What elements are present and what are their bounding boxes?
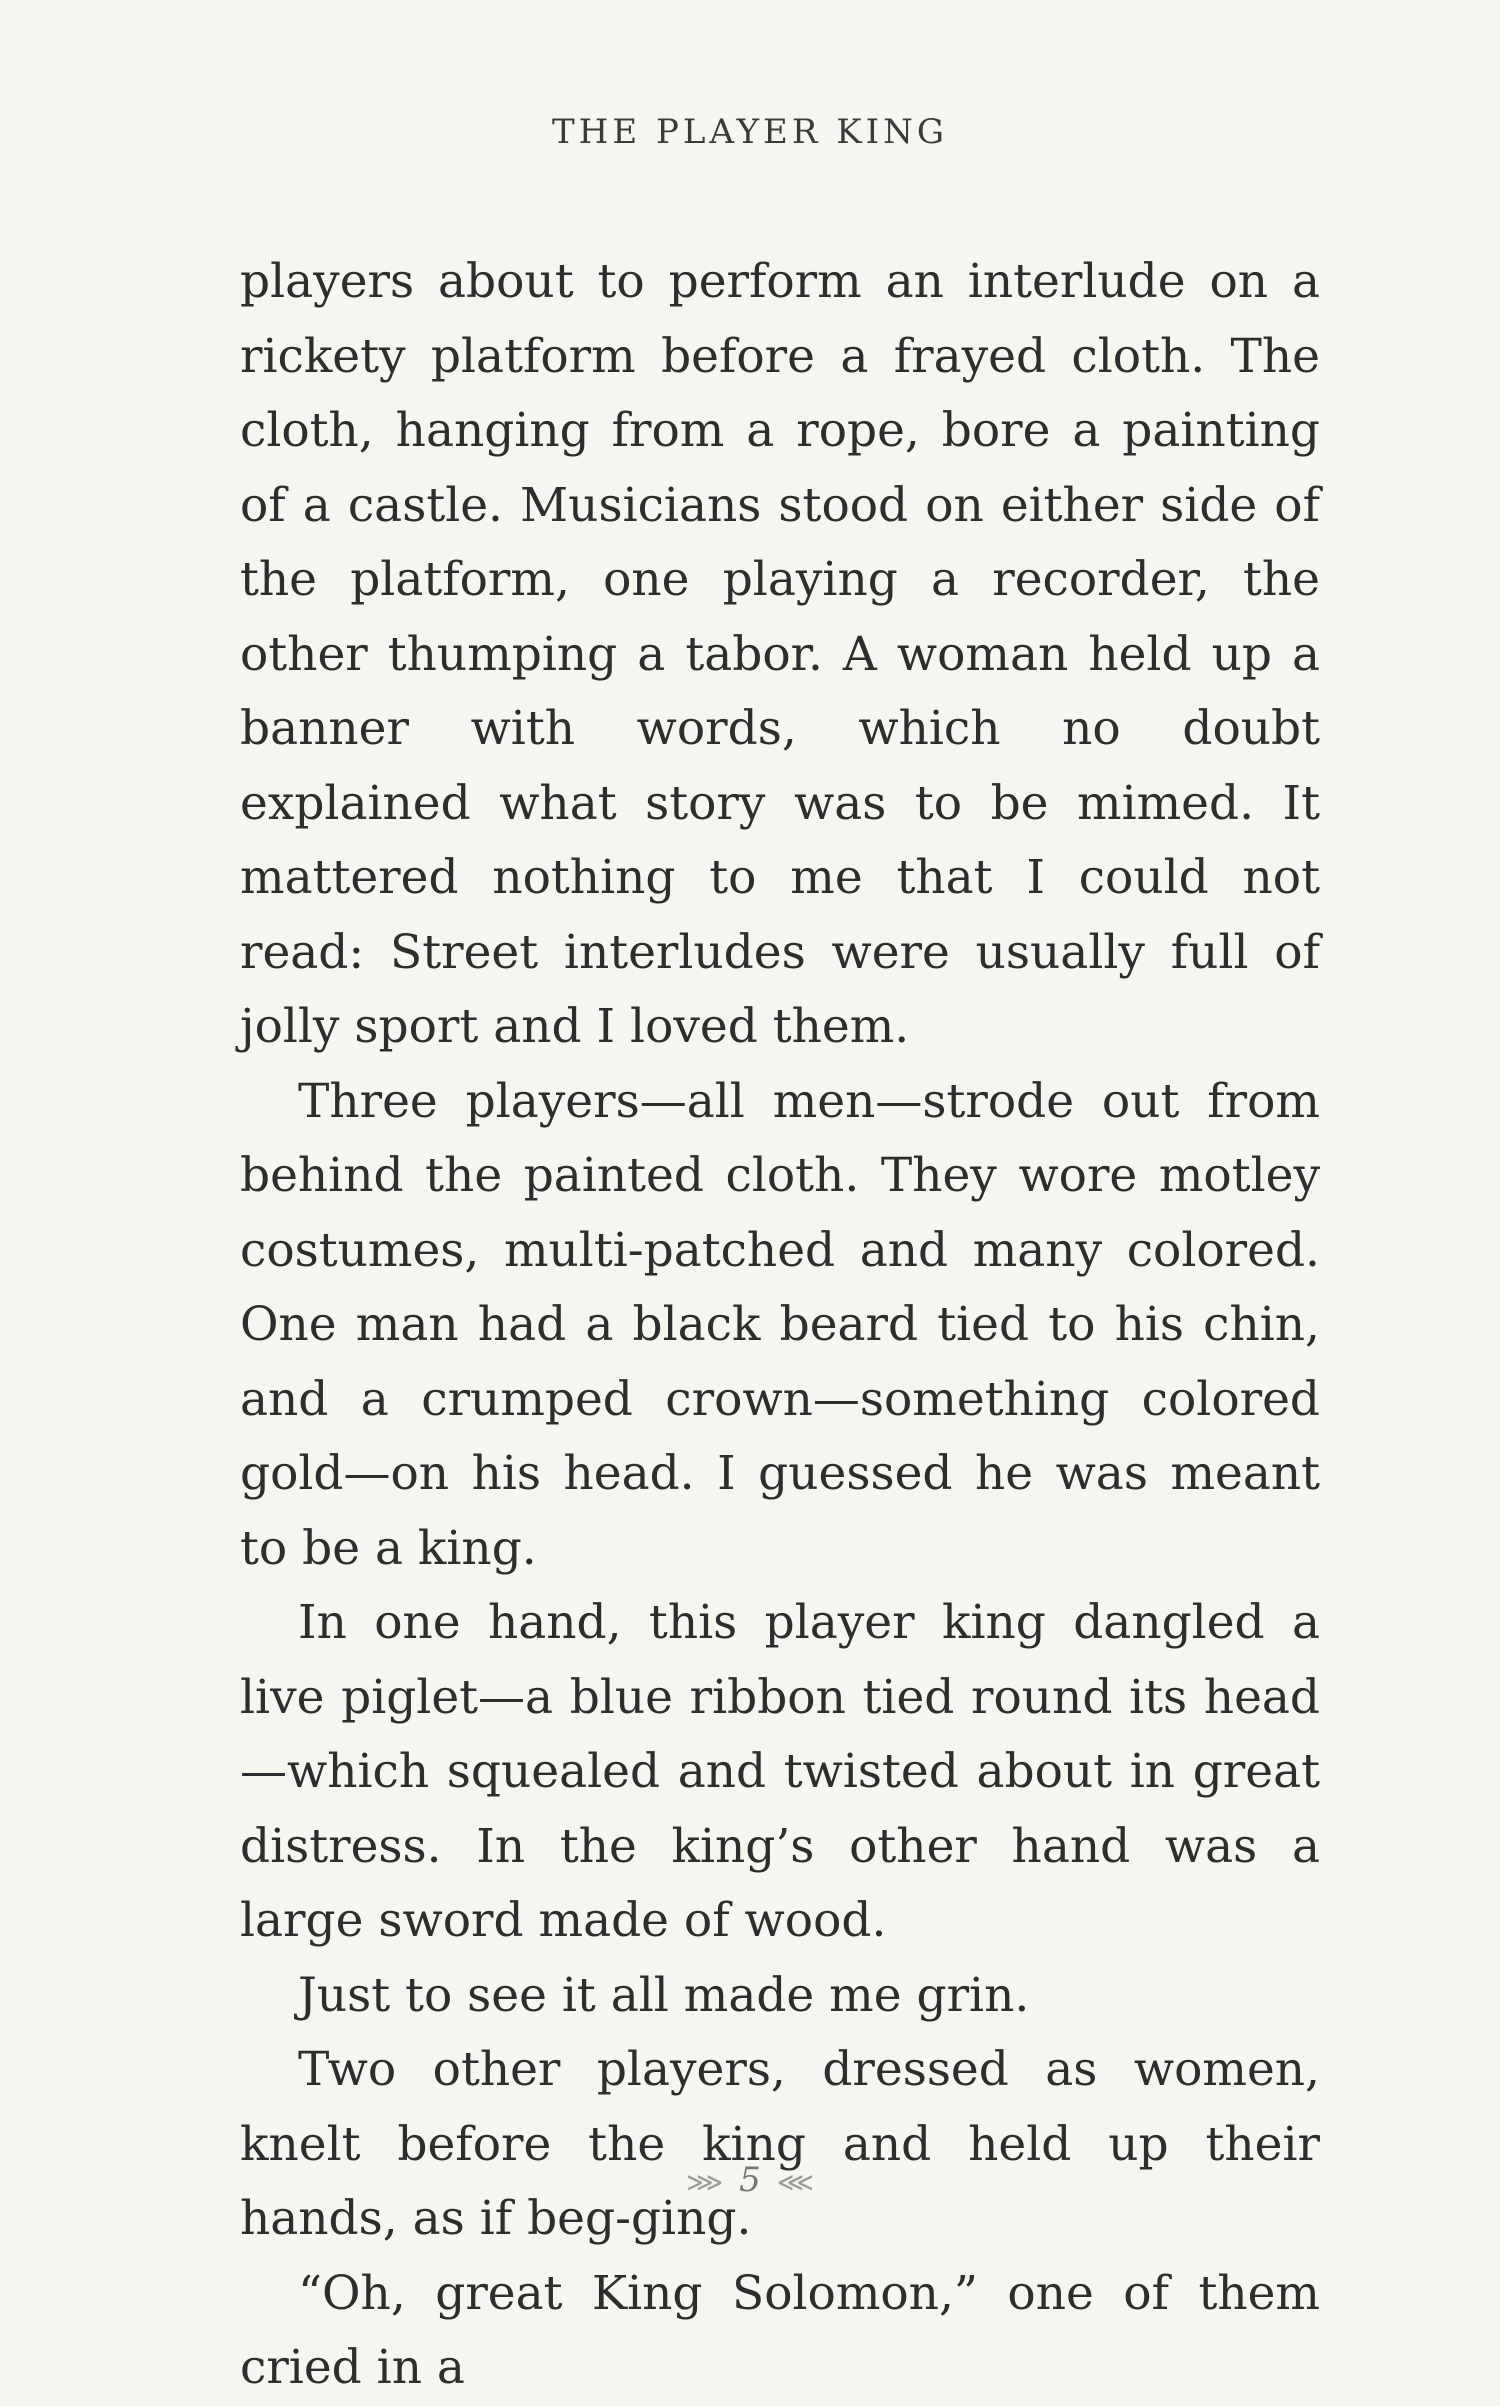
page-number: 5 [739, 2160, 761, 2200]
paragraph: “Oh, great King Solomon,” one of them cried in a [240, 2265, 1320, 2395]
paragraph: players about to perform an interlude on a rickety platform before a frayed cloth. The cloth, hanging from a rope, bore a painting of a castle. Musicians stood on either side of the platform, one playing a recorder, the other thumping a tabor. A woman held up a banner with words, which no doubt explained what story was to be mimed. It mattered nothing to me that I could not read: Street interludes were usually full of jolly sport and I loved them. [240, 254, 1320, 1054]
running-head: THE PLAYER KING [552, 112, 948, 152]
paragraph: Two other players, dressed as women, knelt before the king and held up their hands, as if beg-ging. [240, 2042, 1320, 2246]
body-text [240, 245, 1320, 2406]
paragraph: Just to see it all made me grin. [298, 1967, 1030, 2023]
paragraph: Three players—all men—strode out from behind the painted cloth. They wore motley costumes, multi-patched and many colored. One man had a black beard tied to his chin, and a crumped crown—something colored gold—on his head. I guessed he was meant to be a king. [240, 1073, 1320, 1576]
ornament-left-icon: ⋙ [686, 2168, 724, 2198]
ornament-right-icon: ⋘ [776, 2168, 814, 2198]
page-number-footer [0, 2160, 1500, 2200]
paragraph: In one hand, this player king dangled a live piglet—a blue ribbon tied round its head—which squealed and twisted about in great distress. In the king’s other hand was a large sword made of wood. [240, 1595, 1320, 1948]
